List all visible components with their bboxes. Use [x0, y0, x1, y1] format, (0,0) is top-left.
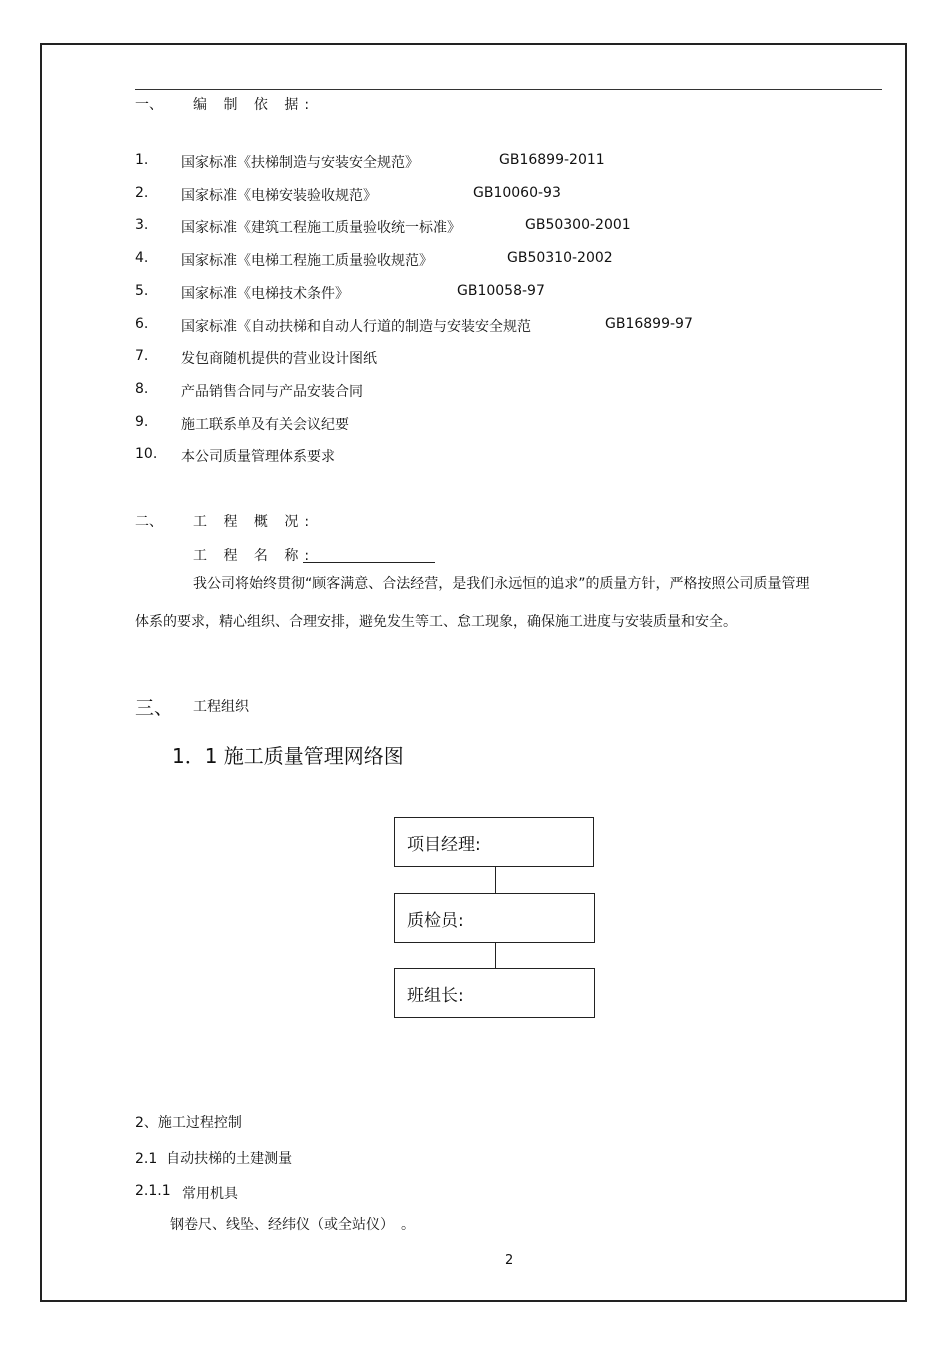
basis-item-number: 2. — [135, 184, 149, 201]
section2-title: 工 程 概 况: — [193, 514, 316, 530]
basis-item-text: 国家标准《自动扶梯和自动人行道的制造与安装安全规范 — [181, 318, 531, 335]
page-number: 2 — [505, 1253, 514, 1268]
section1-title: 编 制 依 据: — [193, 97, 316, 113]
basis-item-number: 1. — [135, 152, 149, 168]
civil-survey-subheading: 2.1 自动扶梯的土建测量 — [135, 1151, 293, 1167]
section2-number: 二、 — [135, 514, 163, 530]
tools-subheading-number: 2.1.1 — [135, 1183, 171, 1199]
section3-number: 三、 — [135, 697, 174, 719]
org-connector-1 — [495, 867, 496, 893]
basis-item-number: 10. — [135, 446, 158, 463]
basis-item-number: 6. — [135, 315, 149, 332]
basis-item-text: 国家标准《电梯工程施工质量验收规范》 — [181, 253, 433, 270]
quality-policy-paragraph: 我公司将始终贯彻“顾客满意、合法经营，是我们永远恒的追求”的质量方针，严格按照公司质量管理体系的要求，精心组织、合理安排，避免发生等工、怠工现象，确保施工进度与安装质量和安全。 — [135, 576, 810, 630]
header-rule — [135, 89, 882, 90]
basis-item-code: GB16899-2011 — [499, 152, 605, 168]
org-connector-2 — [495, 943, 496, 968]
basis-item-text: 本公司质量管理体系要求 — [181, 449, 335, 466]
basis-item-text: 产品销售合同与产品安装合同 — [181, 383, 363, 400]
org-box-inspector — [394, 893, 595, 943]
org-box-team-leader — [394, 968, 595, 1018]
basis-item-number: 3. — [135, 217, 149, 234]
basis-item-code: GB16899-97 — [605, 315, 693, 332]
basis-item-number: 5. — [135, 282, 149, 299]
org-label-project-manager: 项目经理: — [407, 834, 481, 855]
basis-item-text: 施工联系单及有关会议纪要 — [181, 416, 349, 433]
org-label-inspector: 质检员: — [407, 910, 464, 931]
basis-item-number: 8. — [135, 380, 149, 397]
section3-title: 工程组织 — [193, 699, 249, 715]
org-label-team-leader: 班组长: — [407, 985, 464, 1006]
basis-item-number: 4. — [135, 250, 149, 267]
basis-item-code: GB10060-93 — [473, 184, 561, 201]
project-name-blank — [303, 562, 435, 563]
basis-item-code: GB10058-97 — [457, 282, 545, 299]
basis-item-text: 国家标准《建筑工程施工质量验收统一标准》 — [181, 220, 461, 237]
basis-item-text: 发包商随机提供的营业设计图纸 — [181, 351, 377, 368]
basis-item-code: GB50310-2002 — [507, 250, 613, 267]
basis-item-text: 国家标准《电梯安装验收规范》 — [181, 187, 377, 204]
basis-item-text: 国家标准《扶梯制造与安装安全规范》 — [181, 155, 419, 171]
basis-item-code: GB50300-2001 — [525, 217, 631, 234]
process-control-heading: 2、施工过程控制 — [135, 1115, 242, 1131]
section1-number: 一、 — [135, 97, 163, 113]
basis-item-text: 国家标准《电梯技术条件》 — [181, 285, 349, 302]
org-box-project-manager — [394, 817, 594, 867]
tools-subheading-title: 常用机具 — [182, 1186, 238, 1202]
basis-item-number: 9. — [135, 413, 149, 430]
basis-item-number: 7. — [135, 348, 149, 365]
project-name-label: 工 程 名 称: — [193, 548, 316, 564]
tools-list: 钢卷尺、线坠、经纬仪（或全站仪） 。 — [170, 1217, 415, 1233]
network-diagram-title: 1．1 施工质量管理网络图 — [172, 744, 404, 768]
